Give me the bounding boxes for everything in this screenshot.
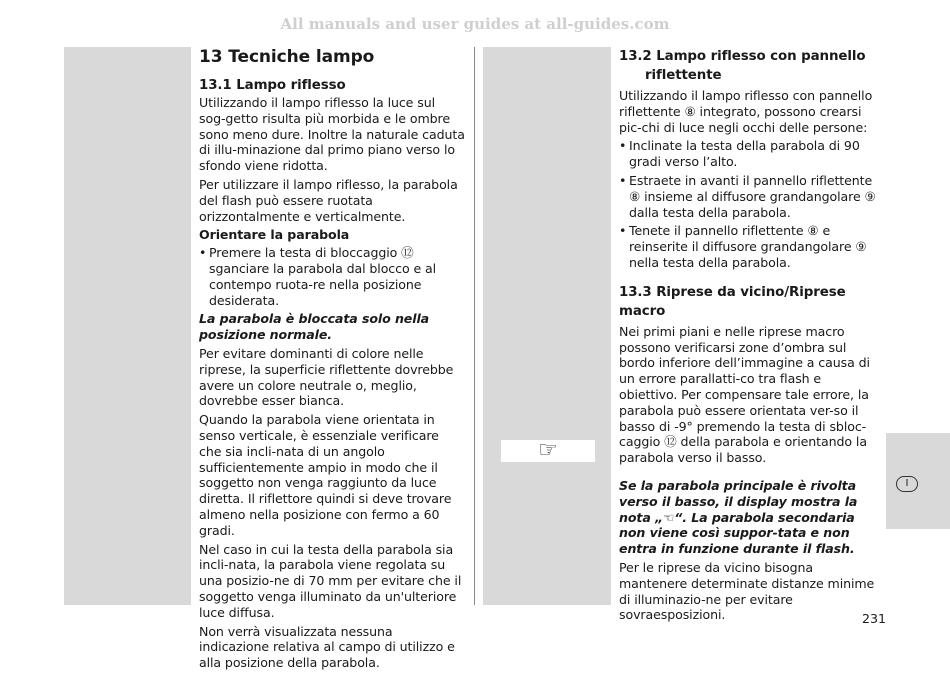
hand-note-icon: ☜ bbox=[663, 509, 675, 525]
paragraph: Utilizzando il lampo riflesso con pannello riflettente ⑧ integrato, possono crearsi pic-chi di luce negli occhi delle persone: bbox=[619, 88, 873, 135]
left-margin-band bbox=[64, 47, 191, 605]
column-divider bbox=[474, 47, 475, 605]
left-column bbox=[199, 47, 465, 674]
paragraph: Per le riprese da vicino bisogna mantenere determinate distanze minime di illuminazio-ne per evitare sovraesposizioni. bbox=[619, 559, 875, 623]
margin-note-box bbox=[501, 440, 595, 462]
bullet-list bbox=[619, 138, 883, 270]
paragraph: Per utilizzare il lampo riflesso, la parabola del flash può essere ruotata orizzontalmente e verticalmente. bbox=[199, 176, 458, 224]
bullet-list bbox=[199, 245, 465, 308]
pointing-hand-icon: ☞ bbox=[538, 438, 558, 463]
middle-margin-band bbox=[483, 47, 611, 605]
chapter-title: 13 Tecniche lampo bbox=[199, 47, 375, 67]
paragraph: Quando la parabola viene orientata in senso verticale, è essenziale verificare che sia incli-nata di un angolo sufficientemente ampio in modo che il soggetto non venga raggiunto da luce diretta. Il riflettore quindi si deve trovare almeno nella posizione con fermo a 60 gradi. bbox=[199, 412, 452, 538]
paragraph: Nel caso in cui la testa della parabola sia incli-nata, la parabola viene regolata su una posizio-ne di 70 mm per evitare che il soggetto venga illuminato da un'ulteriore luce diffusa. bbox=[199, 541, 462, 620]
paragraph: Non verrà visualizzata nessuna indicazione relativa al campo di utilizzo e alla posizione della parabola. bbox=[199, 623, 455, 671]
paragraph: Nei primi piani e nelle riprese macro possono verificarsi zone d’ombra sul bordo inferiore dell’immagine a causa di un errore parallatti-co tra flash e obiettivo. Per compensare tale errore, la parabola può essere orientata ver-so il basso di -9° premendo la testa di sbloc-caggio ⑫ della parabola e orientando la parabola verso il basso. bbox=[619, 323, 870, 466]
list-item: • Estraete in avanti il pannello riflettente ⑧ insieme al diffusore grandangolare ⑨ dalla testa della parabola. bbox=[619, 173, 883, 220]
list-item: • Tenete il pannello riflettente ⑧ e reinserite il diffusore grandangolare ⑨ nella testa della parabola. bbox=[619, 223, 883, 270]
watermark: All manuals and user guides at all-guides.com bbox=[280, 15, 670, 33]
list-item: • Premere la testa di bloccaggio ⑫ sganciare la parabola dal blocco e al contempo ruota-re nella posizione desiderata. bbox=[199, 245, 465, 308]
paragraph: Per evitare dominanti di colore nelle riprese, la superficie riflettente dovrebbe avere un colore neutrale o, meglio, dovrebbe esser bianca. bbox=[199, 345, 454, 409]
note-text bbox=[619, 478, 883, 557]
language-badge: I bbox=[896, 476, 918, 492]
note-text-part: “. La parabola secondaria non viene così suppor-tata e non entra in funzione durante il flash. bbox=[619, 509, 855, 557]
section-13-2-title: 13.2 Lampo riflesso con pannello riflettente bbox=[619, 49, 866, 83]
section-13-3-title: 13.3 Riprese da vicino/Riprese macro bbox=[619, 284, 846, 319]
right-column bbox=[619, 47, 883, 626]
page-number: 231 bbox=[862, 611, 887, 626]
list-item: • Inclinate la testa della parabola di 90 gradi verso l’alto. bbox=[619, 138, 883, 170]
paragraph: Utilizzando il lampo riflesso la luce sul sog-getto risulta più morbida e le ombre sono meno dure. Inoltre la naturale caduta di illu-minazione dal primo piano verso lo sfondo viene ridotta. bbox=[199, 95, 465, 174]
note-text: La parabola è bloccata solo nella posizione normale. bbox=[199, 311, 430, 343]
note-text-part: Se la parabola principale è rivolta verso il basso, il display mostra la nota „ bbox=[619, 477, 858, 525]
subheading-orientare: Orientare la parabola bbox=[199, 227, 350, 243]
section-13-1-title: 13.1 Lampo riflesso bbox=[199, 78, 346, 93]
